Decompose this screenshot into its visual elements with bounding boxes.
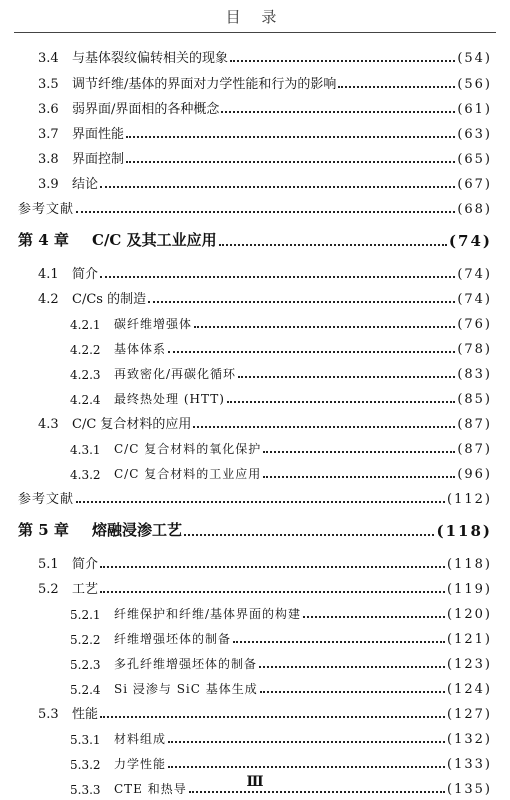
entry-number: 5.2.3 <box>70 658 101 672</box>
toc-subentry[interactable] <box>70 360 492 382</box>
dot-leader <box>194 318 455 328</box>
entry-page: (61) <box>457 102 492 117</box>
entry-title: 碳纤维增强体 <box>114 317 193 331</box>
chapter-title: C/C 及其工业应用 <box>92 231 217 249</box>
entry-page: (96) <box>457 467 492 482</box>
toc-entry-references[interactable] <box>18 195 492 217</box>
entry-number: 4.2.4 <box>70 393 101 407</box>
toc-subentry[interactable] <box>70 460 492 482</box>
entry-number: 5.3.1 <box>70 733 101 747</box>
entry-title: 简介 <box>72 557 99 572</box>
entry-title: 纤维保护和纤维/基体界面的构建 <box>114 607 302 621</box>
entry-page: (118) <box>447 557 492 572</box>
dot-leader <box>76 203 455 213</box>
dot-leader <box>260 683 445 693</box>
entry-title: 最终热处理 (HTT) <box>114 392 225 406</box>
dot-leader <box>168 343 455 353</box>
toc-subentry[interactable] <box>70 435 492 457</box>
entry-page: (74) <box>448 232 492 250</box>
entry-number: 4.2.2 <box>70 343 101 357</box>
entry-page: (135) <box>447 782 492 797</box>
entry-title: 参考文献 <box>18 492 75 507</box>
dot-leader <box>126 153 455 163</box>
entry-title: 材料组成 <box>114 732 167 746</box>
toc-subentry[interactable] <box>70 310 492 332</box>
toc-entry[interactable] <box>38 260 492 282</box>
entry-number: 5.2.1 <box>70 608 101 622</box>
entry-page: (56) <box>457 77 492 92</box>
toc-subentry[interactable] <box>70 385 492 407</box>
entry-title: C/C 复合材料的氧化保护 <box>114 442 262 456</box>
toc-entry[interactable] <box>38 700 492 722</box>
entry-number: 3.4 <box>38 51 59 66</box>
dot-leader <box>221 103 455 113</box>
dot-leader <box>100 583 445 593</box>
entry-title: C/C 复合材料的工业应用 <box>114 467 262 481</box>
toc-subentry[interactable] <box>70 675 492 697</box>
dot-leader <box>100 268 455 278</box>
entry-number: 5.3 <box>38 707 59 722</box>
entry-title: CTE 和热导 <box>114 782 187 796</box>
dot-leader <box>338 78 455 88</box>
dot-leader <box>168 758 445 768</box>
entry-page: (133) <box>447 757 492 772</box>
entry-title: 基体体系 <box>114 342 167 356</box>
entry-title: 结论 <box>72 177 99 192</box>
entry-number: 3.9 <box>38 177 59 192</box>
dot-leader <box>100 178 455 188</box>
dot-leader <box>263 443 455 453</box>
dot-leader <box>219 236 447 246</box>
entry-page: (112) <box>447 492 492 507</box>
entry-number: 4.3.1 <box>70 443 101 457</box>
dot-leader <box>126 128 455 138</box>
dot-leader <box>263 468 455 478</box>
toc-subentry[interactable] <box>70 335 492 357</box>
entry-number: 5.2.4 <box>70 683 101 697</box>
dot-leader <box>193 418 455 428</box>
dot-leader <box>184 526 434 536</box>
entry-page: (124) <box>447 682 492 697</box>
toc-entry[interactable] <box>38 170 492 192</box>
entry-number: 4.2.1 <box>70 318 101 332</box>
entry-page: (83) <box>457 367 492 382</box>
entry-title: 与基体裂纹偏转相关的现象 <box>72 51 229 66</box>
entry-title: 纤维增强坯体的制备 <box>114 632 232 646</box>
dot-leader <box>227 393 455 403</box>
entry-page: (65) <box>457 152 492 167</box>
entry-page: (85) <box>457 392 492 407</box>
entry-number: 4.2 <box>38 292 59 307</box>
dot-leader <box>233 633 445 643</box>
entry-number: 4.3 <box>38 417 59 432</box>
entry-title: 调节纤维/基体的界面对力学性能和行为的影响 <box>72 77 337 92</box>
entry-page: (76) <box>457 317 492 332</box>
entry-number: 4.3.2 <box>70 468 101 482</box>
entry-title: 工艺 <box>72 582 99 597</box>
entry-page: (132) <box>447 732 492 747</box>
entry-page: (78) <box>457 342 492 357</box>
entry-page: (74) <box>457 292 492 307</box>
entry-number: 3.8 <box>38 152 59 167</box>
toc-entry[interactable] <box>38 145 492 167</box>
entry-title: C/C 复合材料的应用 <box>72 417 192 432</box>
entry-page: (67) <box>457 177 492 192</box>
chapter-title: 熔融浸渗工艺 <box>92 521 183 539</box>
entry-number: 5.1 <box>38 557 59 572</box>
entry-page: (121) <box>447 632 492 647</box>
dot-leader <box>100 558 445 568</box>
toc-entry-references[interactable] <box>18 485 492 507</box>
toc-entry[interactable] <box>38 120 492 142</box>
entry-title: 力学性能 <box>114 757 167 771</box>
entry-title: 再致密化/再碳化循环 <box>114 367 237 381</box>
dot-leader <box>303 608 445 618</box>
chapter-number: 第 4 章 <box>18 231 69 249</box>
entry-page: (118) <box>436 522 492 540</box>
entry-number: 5.2.2 <box>70 633 101 647</box>
entry-number: 5.2 <box>38 582 59 597</box>
dot-leader <box>238 368 455 378</box>
chapter-number: 第 5 章 <box>18 521 69 539</box>
toc-entry[interactable] <box>38 575 492 597</box>
entry-number: 5.3.2 <box>70 758 101 772</box>
toc-entry[interactable] <box>38 44 492 66</box>
toc-subentry[interactable] <box>70 650 492 672</box>
toc-entry[interactable] <box>38 550 492 572</box>
entry-page: (74) <box>457 267 492 282</box>
page-number: Ⅲ <box>246 774 264 790</box>
entry-title: Si 浸渗与 SiC 基体生成 <box>114 682 258 696</box>
entry-number: 4.2.3 <box>70 368 101 382</box>
entry-title: 弱界面/界面相的各种概念 <box>72 102 220 117</box>
toc-subentry[interactable] <box>70 600 492 622</box>
entry-page: (87) <box>457 442 492 457</box>
dot-leader <box>148 293 455 303</box>
entry-page: (123) <box>447 657 492 672</box>
entry-page: (68) <box>457 202 492 217</box>
toc-subentry[interactable] <box>70 625 492 647</box>
entry-title: 简介 <box>72 267 99 282</box>
toc-entry[interactable] <box>38 285 492 307</box>
entry-title: 性能 <box>72 707 99 722</box>
toc-chapter-heading[interactable] <box>18 228 492 250</box>
entry-number: 3.5 <box>38 77 59 92</box>
toc-chapter-heading[interactable] <box>18 518 492 540</box>
entry-title: 界面控制 <box>72 152 125 167</box>
toc-subentry[interactable] <box>70 750 492 772</box>
toc-entry[interactable] <box>38 70 492 92</box>
page-header: 目 录 <box>225 8 285 26</box>
entry-title: 参考文献 <box>18 202 75 217</box>
entry-title: 界面性能 <box>72 127 125 142</box>
toc-entry[interactable] <box>38 95 492 117</box>
entry-page: (127) <box>447 707 492 722</box>
header-rule <box>14 32 496 33</box>
dot-leader <box>100 708 445 718</box>
entry-page: (63) <box>457 127 492 142</box>
entry-page: (120) <box>447 607 492 622</box>
dot-leader <box>259 658 445 668</box>
entry-page: (87) <box>457 417 492 432</box>
entry-title: 多孔纤维增强坯体的制备 <box>114 657 258 671</box>
entry-page: (54) <box>457 51 492 66</box>
entry-number: 4.1 <box>38 267 59 282</box>
toc-subentry[interactable] <box>70 725 492 747</box>
entry-number: 3.7 <box>38 127 59 142</box>
entry-number: 5.3.3 <box>70 783 101 797</box>
entry-title: C/Cs 的制造 <box>72 292 147 307</box>
toc-entry[interactable] <box>38 410 492 432</box>
entry-page: (119) <box>447 582 492 597</box>
dot-leader <box>168 733 445 743</box>
dot-leader <box>76 493 445 503</box>
entry-number: 3.6 <box>38 102 59 117</box>
dot-leader <box>230 52 455 62</box>
